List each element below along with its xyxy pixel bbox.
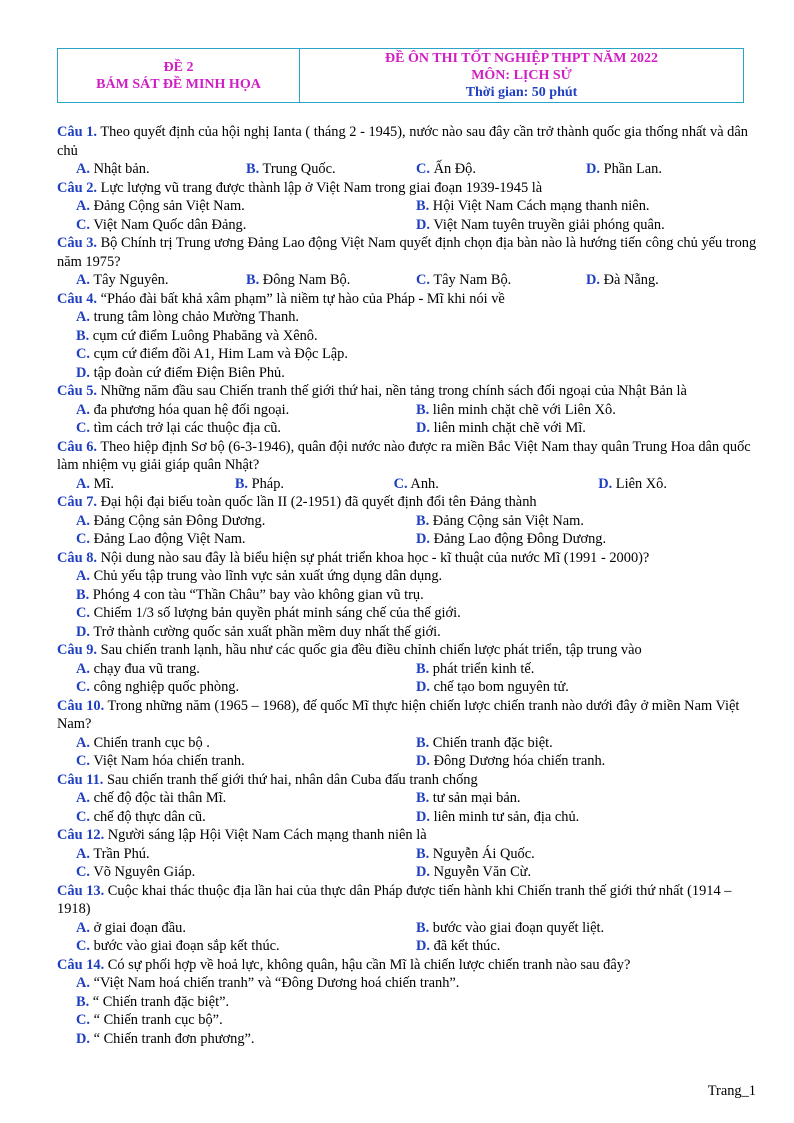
question-block	[57, 882, 757, 956]
exam-title: ĐỀ ÔN THI TỐT NGHIỆP THPT NĂM 2022	[385, 51, 658, 66]
option-text: Đảng Cộng sản Việt Nam.	[429, 512, 584, 529]
option-label: A.	[76, 161, 90, 177]
question-number: Câu 10.	[57, 697, 105, 714]
answer-option	[76, 328, 318, 344]
options-row	[57, 623, 757, 642]
option-label: B.	[416, 198, 430, 214]
answer-option	[76, 530, 416, 549]
exam-subject: MÔN: LỊCH SỬ	[471, 68, 572, 83]
answer-option	[76, 605, 461, 621]
answer-option	[76, 1031, 255, 1047]
options-row	[57, 530, 757, 549]
question-stem	[57, 826, 757, 845]
exam-info-box	[300, 49, 743, 102]
question-number: Câu 12.	[57, 827, 105, 843]
option-text: liên minh chặt chẽ với Liên Xô.	[429, 401, 616, 418]
option-text: bước vào giai đoạn quyết liệt.	[429, 919, 605, 936]
answer-option	[416, 271, 586, 290]
question-stem	[57, 771, 757, 790]
answer-option	[76, 808, 416, 827]
option-text: “ Chiến tranh cục bộ”.	[90, 1012, 223, 1028]
answer-option	[76, 624, 441, 640]
options-row	[57, 974, 757, 993]
answer-option	[416, 678, 756, 697]
question-stem	[57, 382, 757, 401]
answer-option	[76, 660, 416, 679]
option-text: Trung Quốc.	[259, 161, 336, 177]
options-row	[57, 1030, 757, 1049]
answer-option	[76, 994, 229, 1010]
option-label: D.	[586, 272, 600, 288]
option-text: “ Chiến tranh đặc biệt”.	[89, 993, 230, 1010]
option-text: Võ Nguyên Giáp.	[90, 864, 196, 880]
option-text: chế độ độc tài thân Mĩ.	[90, 790, 227, 806]
options-row	[57, 678, 757, 697]
option-text: chế tạo bom nguyên tử.	[430, 679, 569, 695]
question-stem	[57, 697, 757, 734]
question-number: Câu 9.	[57, 642, 97, 658]
options-row	[57, 160, 757, 179]
option-text: Đảng Lao động Việt Nam.	[90, 531, 246, 547]
answer-option	[246, 271, 416, 290]
options-row	[57, 660, 757, 679]
option-text: Mĩ.	[90, 475, 114, 492]
question-stem	[57, 882, 757, 919]
answer-option	[586, 160, 756, 179]
answer-option	[246, 160, 416, 179]
option-label: C.	[76, 753, 90, 769]
options-row	[57, 419, 757, 438]
option-label: C.	[76, 679, 90, 695]
options-row	[57, 937, 757, 956]
option-label: B.	[76, 327, 90, 344]
question-number: Câu 3.	[57, 235, 97, 251]
option-text: Chiếm 1/3 số lượng bản quyền phát minh sáng chế của thế giới.	[90, 605, 461, 621]
answer-option	[416, 160, 586, 179]
option-label: C.	[76, 216, 90, 233]
answer-option	[76, 346, 348, 362]
option-text: Liên Xô.	[612, 475, 667, 492]
option-text: Việt Nam tuyên truyền giải phóng quân.	[430, 216, 665, 233]
answer-option	[76, 789, 416, 808]
option-text: Trở thành cường quốc sản xuất phần mềm duy nhất thế giới.	[90, 623, 441, 640]
option-label: C.	[76, 420, 90, 436]
question-number: Câu 13.	[57, 882, 105, 899]
option-text: Nguyễn Ái Quốc.	[429, 845, 535, 862]
option-text: Đảng Lao động Đông Dương.	[430, 531, 607, 547]
question-number: Câu 11.	[57, 771, 104, 788]
question-text: Cuộc khai thác thuộc địa lần hai của thực dân Pháp được tiến hành khi Chiến tranh thế giới thứ nhất (1914 – 1918)	[57, 882, 732, 917]
option-label: B.	[416, 512, 430, 529]
option-label: D.	[416, 531, 430, 547]
options-row	[57, 845, 757, 864]
answer-option	[394, 475, 599, 494]
question-number: Câu 8.	[57, 549, 97, 566]
option-text: “ Chiến tranh đơn phương”.	[90, 1030, 255, 1047]
question-number: Câu 1.	[57, 124, 97, 140]
answer-option	[586, 271, 756, 290]
option-text: ở giai đoạn đầu.	[90, 919, 186, 936]
option-text: Đông Nam Bộ.	[259, 272, 351, 288]
answer-option	[416, 197, 756, 216]
option-label: C.	[416, 161, 430, 177]
option-label: D.	[416, 808, 430, 825]
option-label: D.	[416, 216, 430, 233]
option-text: Đảng Cộng sản Việt Nam.	[90, 198, 245, 214]
option-label: B.	[246, 272, 260, 288]
option-label: A.	[76, 272, 90, 288]
options-row	[57, 1011, 757, 1030]
question-block	[57, 826, 757, 882]
answer-option	[76, 365, 285, 381]
question-text: Lực lượng vũ trang được thành lập ở Việt Nam trong giai đoạn 1939-1945 là	[96, 179, 543, 196]
question-text: Có sự phối hợp về hoả lực, không quân, hậu cần Mĩ là chiến lược chiến tranh nào sau đây?	[104, 956, 631, 973]
option-label: A.	[76, 845, 90, 862]
option-text: phát triển kinh tế.	[429, 660, 535, 677]
option-label: A.	[76, 660, 90, 677]
option-label: B.	[416, 790, 430, 806]
question-text: Đại hội đại biểu toàn quốc lần II (2-1951) đã quyết định đổi tên Đảng thành	[96, 494, 537, 510]
option-label: A.	[76, 734, 90, 751]
option-label: D.	[416, 864, 430, 880]
question-stem	[57, 641, 757, 660]
option-text: trung tâm lòng chảo Mường Thanh.	[90, 309, 299, 325]
question-block	[57, 234, 757, 290]
answer-option	[76, 216, 416, 235]
answer-option	[235, 475, 394, 494]
options-row	[57, 919, 757, 938]
option-label: C.	[76, 531, 90, 547]
question-number: Câu 2.	[57, 179, 97, 196]
option-label: B.	[246, 161, 260, 177]
option-text: “Việt Nam hoá chiến tranh” và “Đông Dương hoá chiến tranh”.	[90, 975, 460, 991]
option-label: B.	[416, 919, 430, 936]
page-number: Trang_1	[707, 1083, 756, 1099]
option-text: Đảng Cộng sản Đông Dương.	[90, 512, 266, 529]
option-label: D.	[416, 679, 430, 695]
option-label: C.	[76, 808, 90, 825]
option-text: Phần Lan.	[600, 161, 662, 177]
options-row	[57, 345, 757, 364]
question-text: Nội dung nào sau đây là biểu hiện sự phát triển khoa học - kĩ thuật của nước Mĩ (1991 - 2000)?	[96, 549, 650, 566]
answer-option	[416, 863, 756, 882]
exam-subtitle: BÁM SÁT ĐỀ MINH HỌA	[96, 76, 261, 92]
option-text: Chiến tranh đặc biệt.	[429, 734, 553, 751]
option-label: D.	[416, 753, 430, 769]
question-text: Theo hiệp định Sơ bộ (6-3-1946), quân đội nước nào được ra miền Bắc Việt Nam thay quân Trung Hoa dân quốc làm nhiệm vụ giải giáp quân Nhật?	[57, 438, 751, 473]
options-row	[57, 863, 757, 882]
options-row	[57, 586, 757, 605]
answer-option	[76, 309, 299, 325]
option-text: Tây Nguyên.	[90, 272, 169, 288]
answer-option	[416, 660, 756, 679]
options-row	[57, 216, 757, 235]
answer-option	[76, 975, 459, 991]
option-text: Phóng 4 con tàu “Thần Châu” bay vào không gian vũ trụ.	[89, 586, 424, 603]
question-number: Câu 5.	[57, 383, 97, 399]
option-label: B.	[76, 586, 90, 603]
option-label: D.	[586, 161, 600, 177]
answer-option	[416, 401, 756, 420]
option-text: tìm cách trở lại các thuộc địa cũ.	[90, 420, 282, 436]
question-number: Câu 14.	[57, 956, 105, 973]
question-stem	[57, 549, 757, 568]
question-stem	[57, 493, 757, 512]
question-block	[57, 771, 757, 827]
answer-option	[76, 160, 246, 179]
option-label: D.	[416, 420, 430, 436]
option-text: liên minh chặt chẽ với Mĩ.	[430, 420, 586, 436]
option-text: Việt Nam hóa chiến tranh.	[90, 753, 245, 769]
exam-code: ĐỀ 2	[163, 59, 194, 75]
question-stem	[57, 179, 757, 198]
answer-option	[416, 530, 756, 549]
exam-code-box	[58, 49, 300, 102]
question-block	[57, 290, 757, 383]
options-row	[57, 271, 757, 290]
question-stem	[57, 234, 757, 271]
answer-option	[76, 512, 416, 531]
question-block	[57, 549, 757, 642]
options-row	[57, 993, 757, 1012]
option-label: A.	[76, 512, 90, 529]
option-label: C.	[416, 272, 430, 288]
question-text: Theo quyết định của hội nghị Ianta ( tháng 2 - 1945), nước nào sau đây cần trở thành quốc gia thống nhất và dân chủ	[57, 124, 748, 159]
option-text: đã kết thúc.	[430, 938, 501, 954]
option-text: Đà Nẵng.	[600, 272, 659, 288]
option-text: Nhật bản.	[90, 161, 150, 177]
option-text: Trần Phú.	[90, 845, 150, 862]
option-label: A.	[76, 198, 90, 214]
options-row	[57, 567, 757, 586]
option-text: công nghiệp quốc phòng.	[90, 679, 240, 695]
answer-option	[76, 568, 442, 584]
question-text: Những năm đầu sau Chiến tranh thế giới thứ hai, nền tảng trong chính sách đối ngoại của Nhật Bản là	[96, 383, 687, 399]
options-row	[57, 512, 757, 531]
option-text: cụm cứ điểm Luông Phabăng và Xênô.	[89, 327, 318, 344]
answer-option	[416, 216, 756, 235]
option-text: Hội Việt Nam Cách mạng thanh niên.	[429, 198, 650, 214]
question-block	[57, 123, 757, 179]
question-text: Sau chiến tranh thế giới thứ hai, nhân dân Cuba đấu tranh chống	[103, 771, 478, 788]
options-row	[57, 197, 757, 216]
question-block	[57, 493, 757, 549]
option-label: D.	[598, 475, 613, 492]
options-row	[57, 734, 757, 753]
option-text: Chủ yếu tập trung vào lĩnh vực sản xuất ứng dụng dân dụng.	[90, 568, 443, 584]
option-text: Pháp.	[248, 475, 284, 492]
option-text: tập đoàn cứ điểm Điện Biên Phủ.	[90, 364, 285, 381]
options-row	[57, 752, 757, 771]
answer-option	[76, 197, 416, 216]
options-row	[57, 364, 757, 383]
question-text: Sau chiến tranh lạnh, hầu như các quốc gia đều điều chỉnh chiến lược phát triển, tập trung vào	[96, 642, 642, 658]
option-text: chạy đua vũ trang.	[90, 660, 200, 677]
answer-option	[76, 919, 416, 938]
option-label: C.	[76, 864, 90, 880]
answer-option	[76, 845, 416, 864]
option-text: Đông Dương hóa chiến tranh.	[430, 753, 606, 769]
question-block	[57, 956, 757, 1049]
option-text: Tây Nam Bộ.	[430, 272, 512, 288]
option-label: B.	[234, 475, 249, 492]
answer-option	[416, 789, 756, 808]
option-label: A.	[76, 790, 90, 806]
option-label: B.	[416, 401, 430, 418]
question-text: Trong những năm (1965 – 1968), đế quốc Mĩ thực hiện chiến lược chiến tranh nào dưới đây ở miền Nam Việt Nam?	[57, 697, 740, 732]
option-label: C.	[76, 1012, 90, 1028]
options-row	[57, 308, 757, 327]
question-number: Câu 7.	[57, 494, 97, 510]
question-text: “Pháo đài bất khả xâm phạm” là niềm tự hào của Pháp - Mĩ khi nói về	[96, 290, 505, 307]
question-text: Bộ Chính trị Trung ương Đảng Lao động Việt Nam quyết định chọn địa bàn nào là hướng tiến công chủ yếu trong năm 1975?	[57, 235, 757, 270]
option-label: B.	[76, 993, 90, 1010]
option-label: A.	[76, 475, 90, 492]
answer-option	[76, 678, 416, 697]
option-label: C.	[76, 605, 90, 621]
answer-option	[416, 419, 756, 438]
answer-option	[76, 419, 416, 438]
exam-header	[57, 48, 744, 103]
question-block	[57, 438, 757, 494]
option-label: C.	[76, 938, 90, 954]
answer-option	[76, 1012, 223, 1028]
option-label: A.	[76, 919, 90, 936]
option-text: bước vào giai đoạn sắp kết thúc.	[90, 938, 280, 954]
option-label: B.	[416, 734, 430, 751]
answer-option	[416, 512, 756, 531]
question-block	[57, 641, 757, 697]
option-label: A.	[76, 975, 90, 991]
option-text: Anh.	[407, 475, 439, 492]
option-text: liên minh tư sản, địa chủ.	[430, 808, 580, 825]
options-row	[57, 604, 757, 623]
options-row	[57, 808, 757, 827]
option-label: D.	[76, 1030, 90, 1047]
answer-option	[416, 752, 756, 771]
answer-option	[416, 919, 756, 938]
question-text: Người sáng lập Hội Việt Nam Cách mạng thanh niên là	[104, 827, 427, 843]
question-stem	[57, 290, 757, 309]
question-stem	[57, 438, 757, 475]
answer-option	[76, 475, 235, 494]
exam-duration: Thời gian: 50 phút	[465, 85, 578, 100]
answer-option	[76, 734, 416, 753]
option-label: A.	[76, 309, 90, 325]
option-text: tư sản mại bản.	[429, 790, 521, 806]
option-text: Chiến tranh cục bộ .	[90, 734, 210, 751]
answer-option	[76, 863, 416, 882]
question-stem	[57, 123, 757, 160]
options-row	[57, 789, 757, 808]
option-text: Ấn Độ.	[430, 161, 476, 177]
question-list	[57, 123, 757, 1048]
answer-option	[416, 937, 756, 956]
answer-option	[598, 475, 757, 494]
option-label: C.	[393, 475, 408, 492]
option-label: D.	[416, 938, 430, 954]
answer-option	[76, 401, 416, 420]
options-row	[57, 327, 757, 346]
question-block	[57, 179, 757, 235]
option-label: B.	[416, 845, 430, 862]
option-label: A.	[76, 401, 90, 418]
option-label: B.	[416, 660, 430, 677]
answer-option	[76, 937, 416, 956]
options-row	[57, 401, 757, 420]
answer-option	[416, 808, 756, 827]
option-text: Việt Nam Quốc dân Đảng.	[90, 216, 247, 233]
option-text: đa phương hóa quan hệ đối ngoại.	[90, 401, 290, 418]
answer-option	[76, 752, 416, 771]
answer-option	[76, 587, 424, 603]
question-stem	[57, 956, 757, 975]
option-text: cụm cứ điểm đồi A1, Him Lam và Độc Lập.	[90, 346, 348, 362]
answer-option	[76, 271, 246, 290]
question-block	[57, 697, 757, 771]
question-number: Câu 6.	[57, 438, 97, 455]
options-row	[57, 475, 757, 494]
option-text: Nguyễn Văn Cừ.	[430, 864, 532, 880]
option-label: D.	[76, 364, 90, 381]
answer-option	[416, 734, 756, 753]
question-block	[57, 382, 757, 438]
question-number: Câu 4.	[57, 290, 97, 307]
answer-option	[416, 845, 756, 864]
option-label: A.	[76, 568, 90, 584]
option-label: C.	[76, 346, 90, 362]
option-label: D.	[76, 623, 90, 640]
option-text: chế độ thực dân cũ.	[90, 808, 206, 825]
